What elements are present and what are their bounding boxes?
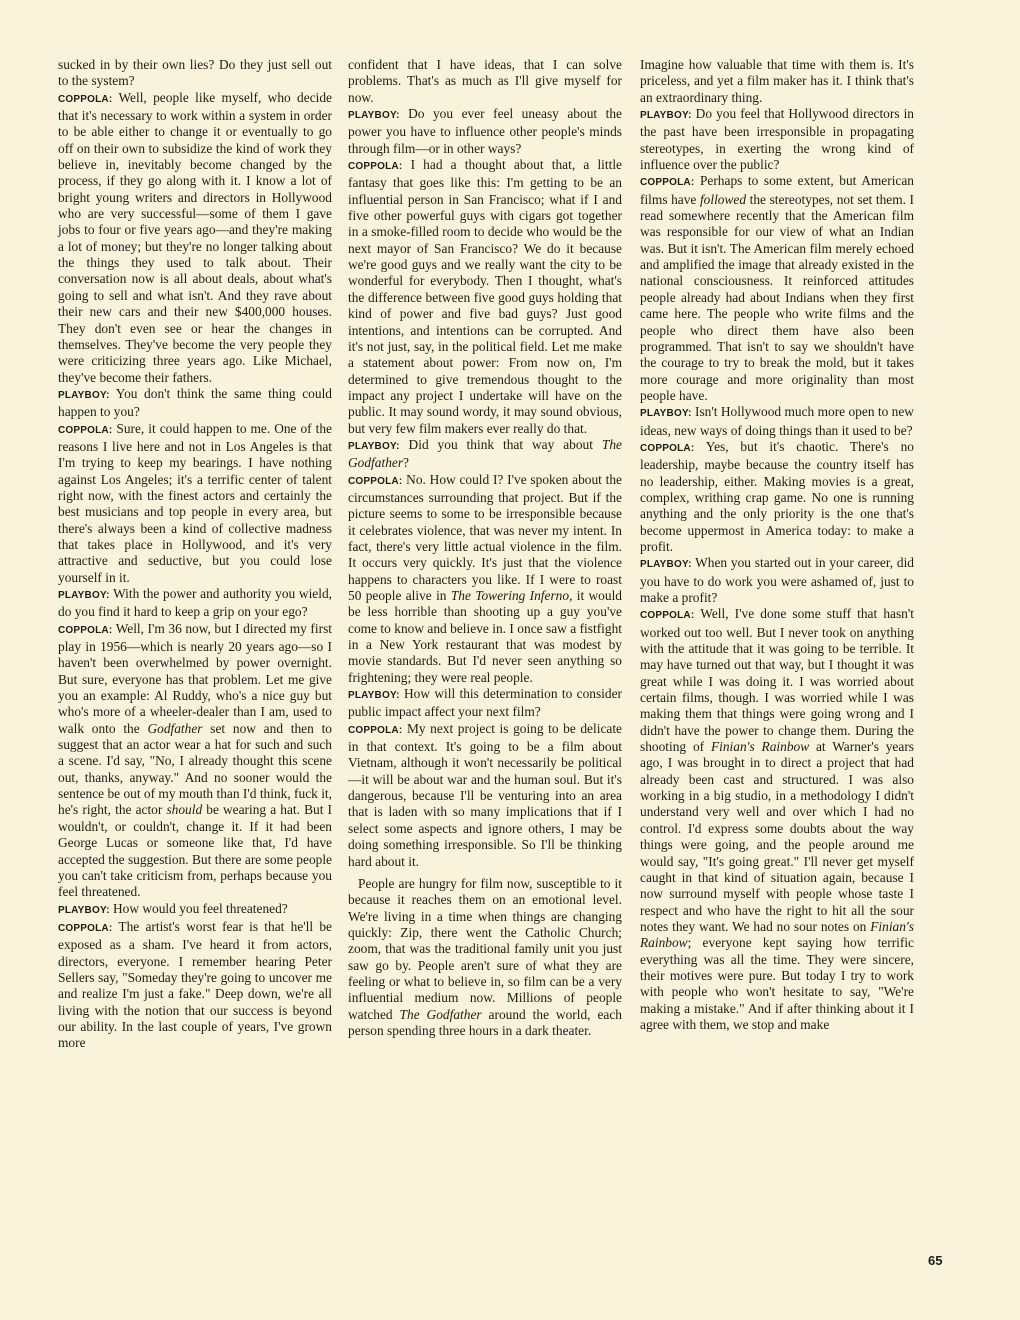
paragraph-text: set now and then to suggest that an actor wear a hat for such and such a scene. I'd say, "No, I already thought this scene out, thanks, anyway." And no sooner would the sentence be out of my mouth than I'd think, fuck it, he's right, the actor	[58, 720, 332, 818]
interview-paragraph	[640, 439, 914, 555]
paragraph-text: Well, I've done some stuff that hasn't worked out too well. But I never took on anything with the attitude that it was going to be terrible. It may have turned out that way, but I thought it was great while I was doing it. I was worried about certain films, though. I was worried while I was making them that things were going wrong and I didn't have the power to change them. During the shooting of	[640, 606, 914, 755]
italic-title: The Godfather	[399, 1006, 482, 1022]
paragraph-text: People are hungry for film now, susceptible to it because it reaches them on an emotional level. We're living in a time when things are changing quickly: Zip, there went the Catholic Church; zoom, that was the traditional family unit you just saw go by. People aren't sure of what they are feeling or what to believe in, so film can be a very influential medium now. Millions of people watched	[348, 875, 622, 1022]
paragraph-text: No. How could I? I've spoken about the circumstances surrounding that project. But if the picture seems to some to be irresponsible because it celebrates violence, that was never my intent. In fact, there's very little actual violence in the film. It occurs very quickly. It's just that the violence happens to characters you like. If I were to roast 50 people alive in	[348, 471, 623, 603]
paragraph-text: ; everyone kept saying how terrific everything was all the time. They were sincere, their motives were pure. But today I try to work with people who won't hesitate to say, "We're making a mistake." And if after thinking about it I agree with them, we stop and make	[640, 935, 914, 1032]
speaker-label: COPPOLA:	[348, 475, 403, 487]
interview-paragraph	[640, 555, 914, 606]
interview-paragraph	[348, 472, 622, 686]
speaker-label: COPPOLA:	[348, 724, 403, 736]
text-column-right	[640, 57, 914, 1033]
interview-paragraph	[58, 90, 332, 386]
interview-paragraph	[640, 404, 914, 439]
speaker-label: COPPOLA:	[58, 424, 113, 436]
speaker-label: COPPOLA:	[640, 442, 695, 454]
italic-title: The Godfather	[348, 436, 622, 471]
paragraph-text: confident that I have ideas, that I can solve problems. That's as much as I'll give myself for now.	[348, 57, 622, 105]
paragraph-text: You don't think the same thing could happen to you?	[58, 385, 332, 420]
paragraph-text: When you started out in your career, did you have to do work you were ashamed of, just to make a profit?	[640, 555, 914, 605]
paragraph-text: be wearing a hat. But I wouldn't, or couldn't, change it. If it had been George Lucas or someone like that, I'd have accepted the suggestion. But there are some people you can't take criticism from, perhaps because you feel threatened.	[58, 802, 332, 900]
paragraph-text: I had a thought about that, a little fantasy that goes like this: I'm getting to be an influential person in San Francisco; what if I and five other powerful guys with cigars got together in a smoke-filled room to decide who would be the next mayor of San Francisco? We do it because we're good guys and we really want the city to be wonderful for everybody. Then I thought, what's the difference between five good guys holding that kind of power and five bad guys? Just good intentions, and intentions can be corrupted. And it's not just, say, in the political field. Let me make a statement about power: From now on, I'm determined to give tremendous thought to the impact any project I undertake will have on the public. It may sound wordy, it may sound obvious, but very few film makers ever really do that.	[348, 157, 622, 436]
speaker-label: PLAYBOY:	[640, 559, 692, 571]
interview-paragraph	[58, 586, 332, 621]
interview-paragraph	[348, 876, 622, 1039]
paragraph-text: Perhaps to some extent, but American films have	[640, 173, 914, 207]
interview-paragraph	[348, 721, 622, 870]
interview-paragraph	[348, 157, 622, 437]
interview-paragraph	[58, 421, 332, 586]
paragraph-text: The artist's worst fear is that he'll be exposed as a sham. I've heard it from actors, directors, everyone. I remember hearing Peter Sellers say, "Someday they're going to uncover me and realize I'm just a fake." Deep down, we're all living with the notion that our success is beyond our ability. In the last couple of years, I've grown more	[58, 918, 332, 1051]
paragraph-text: around the world, each person spending three hours in a dark theater.	[348, 1006, 622, 1038]
italic-title: should	[166, 802, 203, 818]
paragraph-text: How will this determination to consider public impact affect your next film?	[348, 686, 622, 720]
italic-title: Finian's Rainbow	[710, 739, 810, 755]
speaker-label: COPPOLA:	[640, 610, 695, 622]
interview-paragraph	[348, 686, 622, 721]
interview-paragraph	[348, 57, 622, 106]
paragraph-text: Do you feel that Hollywood directors in the past have been irresponsible in propagating stereotypes, in exerting the wrong kind of influence over the public?	[640, 106, 914, 173]
interview-paragraph	[640, 106, 914, 173]
speaker-label: COPPOLA:	[58, 93, 113, 105]
paragraph-text: Do you ever feel uneasy about the power you have to influence other people's minds through film—or in other ways?	[348, 106, 622, 156]
interview-paragraph	[58, 621, 332, 901]
speaker-label: COPPOLA:	[58, 624, 113, 636]
paragraph-text: the stereotypes, not set them. I read somewhere recently that the American film was responsible for our view of what an Indian was. But it isn't. The American film merely echoed and amplified the image that already existed in the national consciousness. It reinforced attitudes people already had about Indians when they first came here. The people who write films and the people who direct them have also been programmed. That isn't to say we shouldn't have the courage to try to break the mold, but it takes more courage and more originality than most people have.	[640, 191, 915, 403]
speaker-label: COPPOLA:	[58, 922, 113, 934]
interview-paragraph	[348, 437, 622, 472]
paragraph-text: Imagine how valuable that time with them is. It's priceless, and yet a film maker has it. I think that's an extraordinary thing.	[640, 57, 914, 105]
paragraph-text: How would you feel threatened?	[112, 900, 288, 916]
speaker-label: PLAYBOY:	[58, 904, 110, 916]
interview-paragraph	[58, 919, 332, 1052]
italic-title: followed	[699, 191, 747, 207]
paragraph-text: ?	[403, 455, 409, 471]
speaker-label: PLAYBOY:	[640, 408, 692, 420]
interview-paragraph	[640, 173, 914, 404]
interview-paragraph	[58, 901, 332, 919]
interview-paragraph	[640, 57, 914, 106]
paragraph-text: Isn't Hollywood much more open to new ideas, new ways of doing things than it used to be?	[640, 404, 914, 438]
italic-title: Finian's Rainbow	[640, 918, 914, 951]
paragraph-text: Yes, but it's chaotic. There's no leadership, maybe because the country itself has no leadership, either. Making movies is a great, complex, writhing crap game. No one is running anything and the only priority is the one that's become uppermost in America today: to make a profit.	[640, 438, 914, 554]
paragraph-text: , it would be less horrible than shooting up a guy you've come to know and believe in. I once saw a fistfight in a New York restaurant that was modest by movie standards. But I'd never seen anything so frightening; they were real people.	[348, 588, 622, 685]
paragraph-text: My next project is going to be delicate in that context. It's going to be a film about Vietnam, although it won't necessarily be political—it will be about war and the human soul. But it's dangerous, because I'll be venturing into an area that is laden with so many implications that if I select some aspects and ignore others, I may be doing something irresponsible. So I'll be thinking hard about it.	[348, 720, 622, 869]
speaker-label: PLAYBOY:	[348, 440, 400, 452]
paragraph-text: Sure, it could happen to me. One of the reasons I live here and not in Los Angeles is that I'm trying to keep my bearings. I have nothing against Los Angeles; it's a terrific center of talent right now, with the finest actors and certainly the best musicians and top people in every area, but there's always been a kind of collective madness that takes place in Hollywood, and it's very attractive and seductive, but you could lose yourself in it.	[58, 420, 332, 585]
speaker-label: PLAYBOY:	[58, 590, 110, 601]
speaker-label: COPPOLA:	[640, 177, 695, 189]
paragraph-text: sucked in by their own lies? Do they just sell out to the system?	[58, 57, 332, 89]
speaker-label: PLAYBOY:	[58, 389, 110, 401]
paragraph-text: at Warner's years ago, I was brought in to direct a project that had already been cast and structured. I was also working in a big studio, in a methodology I didn't understand very well and over which I had no control. I'd express some doubts about the way things were going, and the people around me would say, "It's going great." I'll never get myself caught in that kind of situation again, because I now surround myself with people whose taste I respect and who have the right to hit all the sour notes they want. We had no sour notes on	[640, 739, 914, 934]
italic-title: The Towering Inferno	[450, 588, 570, 603]
speaker-label: PLAYBOY:	[640, 110, 692, 122]
text-column-left	[58, 57, 332, 1052]
speaker-label: COPPOLA:	[348, 161, 403, 173]
paragraph-text: Well, people like myself, who decide that it's necessary to work within a system in order to be able either to change it or eventually to go off on their own to subsidize the kind of work they believe in, inevitably become changed by the process, if they go along with it. I know a lot of bright young writers and directors in Hollywood who are very successful—some of them I gave jobs to four or five years ago—and they're making a lot of money; but they're no longer talking about the things they used to talk about. Their conversation now is all about deals, about what's going to sell and what isn't. And they rave about their new cars and their new $400,000 houses. They don't even see or hear the changes in themselves. They've become the very people they were criticizing three years ago. Like Michael, they've become their fathers.	[58, 89, 332, 385]
interview-paragraph	[640, 606, 914, 1033]
speaker-label: PLAYBOY:	[348, 690, 400, 702]
interview-paragraph	[348, 106, 622, 157]
interview-paragraph	[58, 57, 332, 90]
paragraph-text: Did you think that way about	[408, 436, 602, 452]
paragraph-text: With the power and authority you wield, do you find it hard to keep a grip on your ego?	[58, 586, 333, 620]
speaker-label: PLAYBOY:	[348, 110, 400, 122]
paragraph-text: Well, I'm 36 now, but I directed my first play in 1956—which is nearly 20 years ago—so I haven't been overwhelmed by power overnight. But sure, everyone has that problem. Let me give you an example: Al Ruddy, who's a nice guy but who's more of a wheeler-dealer than I am, used to walk onto the	[58, 620, 332, 736]
interview-paragraph	[58, 386, 332, 421]
text-column-middle	[348, 57, 622, 1039]
page-number: 65	[928, 1253, 943, 1268]
italic-title: Godfather	[147, 720, 203, 736]
